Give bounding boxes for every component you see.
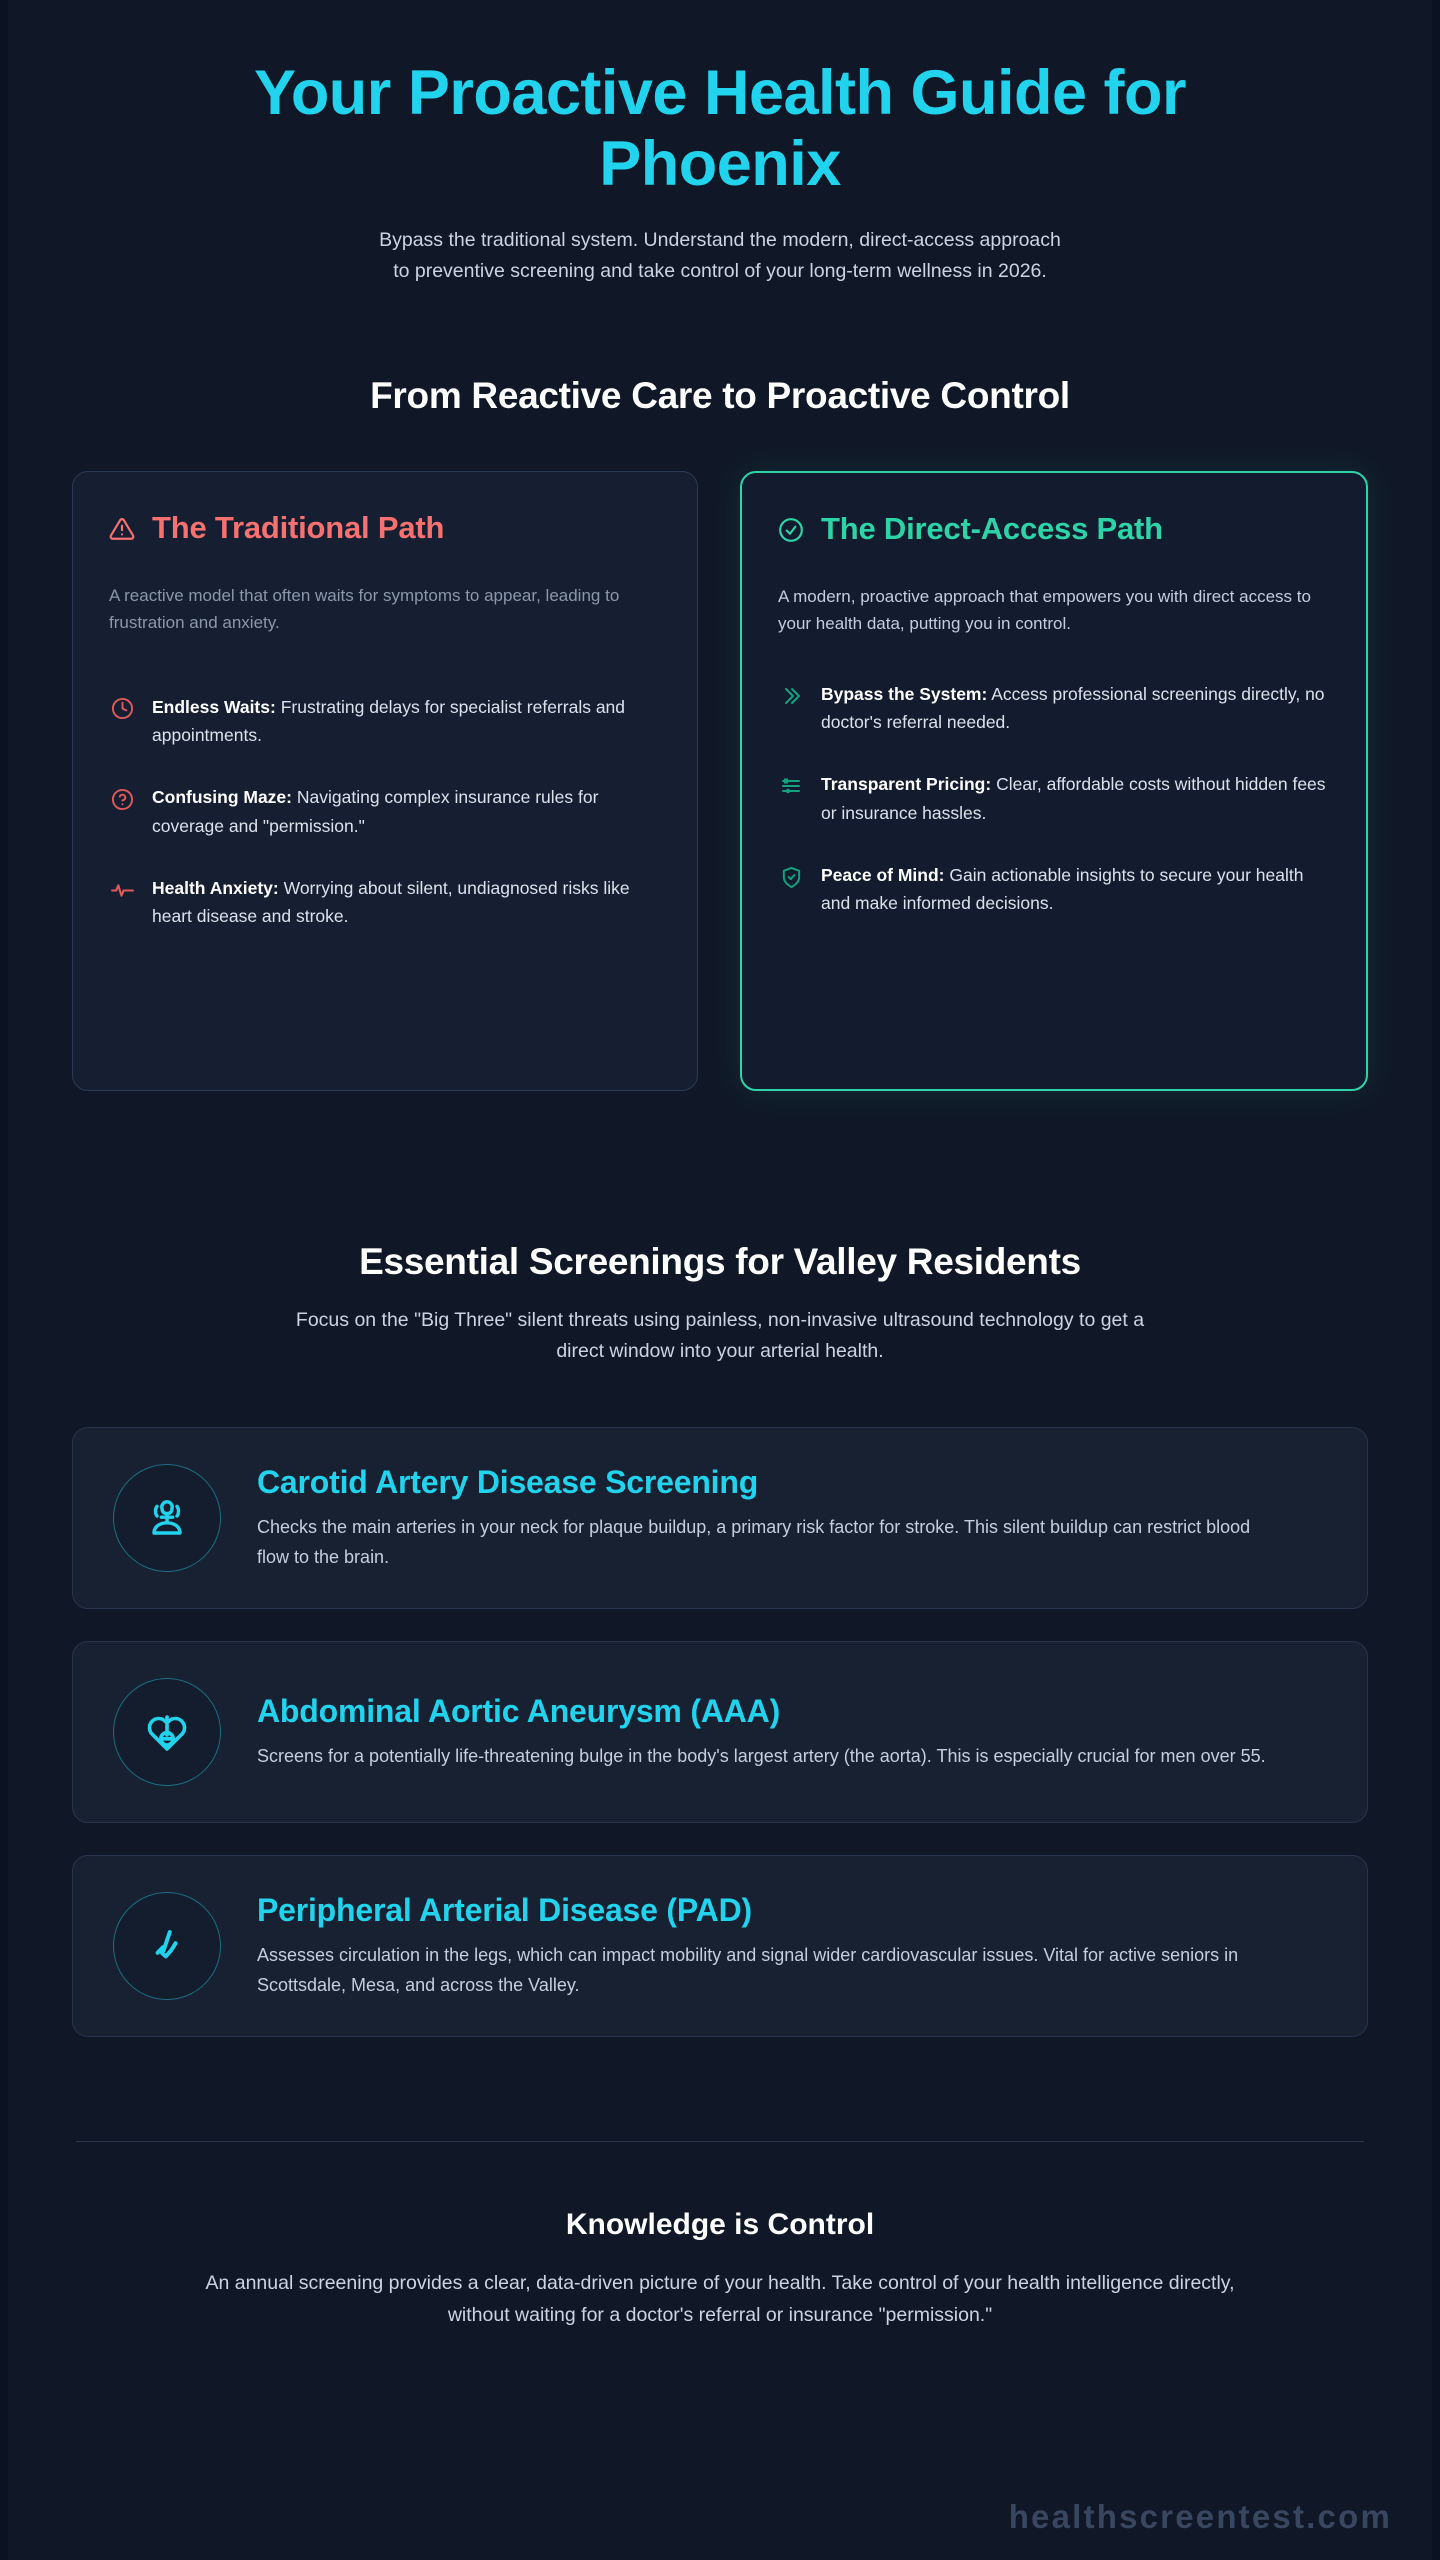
- feature-transparent-pricing: [778, 770, 1330, 827]
- feature-peace-of-mind-label: Peace of Mind:: [821, 865, 945, 886]
- direct-feature-list: [778, 680, 1330, 918]
- feature-endless-waits-text: [152, 693, 661, 750]
- footer-section: [0, 2141, 1440, 2331]
- screening-pad-body: [257, 1892, 1327, 1999]
- screening-card-pad: [72, 1855, 1368, 2037]
- traditional-feature-list: [109, 693, 661, 931]
- feature-bypass-system-text: [821, 680, 1330, 737]
- chevrons-right-icon: [778, 683, 804, 709]
- feature-peace-of-mind-body: Gain actionable insights to secure your health and make informed decisions.: [821, 865, 1304, 914]
- feature-health-anxiety-body: Worrying about silent, undiagnosed risks like heart disease and stroke.: [152, 878, 630, 927]
- feature-bypass-system: [778, 680, 1330, 737]
- feature-transparent-pricing-body: Clear, affordable costs without hidden fees or insurance hassles.: [821, 774, 1326, 823]
- footer-text: An annual screening provides a clear, data-driven picture of your health. Take control of your health intelligence directly, without waiting for a doctor's referral or insurance "permission.": [205, 2272, 1235, 2326]
- screening-card-aaa: [72, 1641, 1368, 1823]
- help-circle-icon: [109, 786, 135, 812]
- screening-aaa-title: Abdominal Aortic Aneurysm (AAA): [257, 1692, 781, 1729]
- traditional-path-card: [72, 471, 698, 1091]
- feature-confusing-maze-body: Navigating complex insurance rules for coverage and "permission.": [152, 787, 599, 836]
- heart-aneurysm-icon: [113, 1678, 221, 1786]
- direct-access-path-card: [740, 471, 1368, 1091]
- direct-card-description: A modern, proactive approach that empowers you with direct access to your health data, putting you in control.: [778, 586, 1311, 634]
- feature-endless-waits-body: Frustrating delays for specialist referrals and appointments.: [152, 696, 626, 746]
- feature-bypass-system-label: Bypass the System:: [821, 683, 988, 704]
- page-title: Your Proactive Health Guide for Phoenix: [253, 58, 1187, 199]
- shield-check-icon: [778, 864, 804, 890]
- feature-health-anxiety-text: [152, 874, 661, 931]
- feature-confusing-maze: [109, 783, 661, 840]
- feature-bypass-system-body: Access professional screenings directly, no doctor's referral needed.: [821, 683, 1325, 733]
- comparison-grid: [72, 471, 1368, 1091]
- activity-pulse-icon: [109, 877, 135, 903]
- feature-endless-waits: [109, 693, 661, 750]
- screenings-section-subtitle: Focus on the "Big Three" silent threats using painless, non-invasive ultrasound technology to get a direct window into your arterial health.: [295, 1308, 1145, 1362]
- traditional-card-header: [109, 510, 661, 546]
- footer-divider: [76, 2141, 1364, 2142]
- hero-subtitle: Bypass the traditional system. Understand the modern, direct-access approach to preventive screening and take control of your long-term wellness in 2026.: [379, 229, 1061, 282]
- feature-peace-of-mind: [778, 861, 1330, 918]
- traditional-card-title: The Traditional Path: [152, 509, 445, 545]
- feature-transparent-pricing-label: Transparent Pricing:: [821, 774, 992, 795]
- feature-confusing-maze-label: Confusing Maze:: [152, 787, 292, 808]
- feature-transparent-pricing-text: [821, 770, 1330, 827]
- alert-triangle-icon: [109, 516, 135, 542]
- screenings-list: [72, 1427, 1368, 2037]
- screenings-section: [0, 1241, 1440, 2037]
- screening-carotid-body: [257, 1464, 1327, 1571]
- screenings-section-title: Essential Screenings for Valley Residents: [359, 1240, 1081, 1282]
- feature-health-anxiety: [109, 874, 661, 931]
- site-watermark: healthscreentest.com: [1008, 2498, 1392, 2535]
- clock-icon: [109, 696, 135, 722]
- screening-aaa-body: [257, 1693, 1327, 1771]
- screening-aaa-description: Screens for a potentially life-threatening bulge in the body's largest artery (the aorta). This is especially crucial for men over 55.: [257, 1745, 1266, 1766]
- direct-card-header: [778, 511, 1330, 547]
- screening-pad-title: Peripheral Arterial Disease (PAD): [257, 1892, 752, 1929]
- sliders-icon: [778, 773, 804, 799]
- neck-scan-person-icon: [113, 1464, 221, 1572]
- check-circle-icon: [778, 517, 804, 543]
- hero-section: [0, 0, 1440, 287]
- feature-endless-waits-label: Endless Waits:: [152, 696, 276, 717]
- screening-carotid-title: Carotid Artery Disease Screening: [257, 1464, 759, 1501]
- feature-health-anxiety-label: Health Anxiety:: [152, 878, 279, 899]
- legs-circulation-icon: [113, 1892, 221, 2000]
- feature-confusing-maze-text: [152, 783, 661, 840]
- screening-pad-description: Assesses circulation in the legs, which can impact mobility and signal wider cardiovascular issues. Vital for active seniors in Scottsdale, Mesa, and across the Valley.: [257, 1945, 1239, 1995]
- feature-peace-of-mind-text: [821, 861, 1330, 918]
- screening-carotid-description: Checks the main arteries in your neck for plaque buildup, a primary risk factor for stroke. This silent buildup can restrict blood flow to the brain.: [257, 1517, 1251, 1567]
- screening-card-carotid: [72, 1427, 1368, 1609]
- comparison-section-title: From Reactive Care to Proactive Control: [370, 374, 1070, 416]
- comparison-section: [0, 375, 1440, 1091]
- direct-card-title: The Direct-Access Path: [821, 510, 1163, 546]
- footer-title: Knowledge is Control: [565, 2208, 875, 2242]
- traditional-card-description: A reactive model that often waits for symptoms to appear, leading to frustration and anxiety.: [109, 585, 620, 633]
